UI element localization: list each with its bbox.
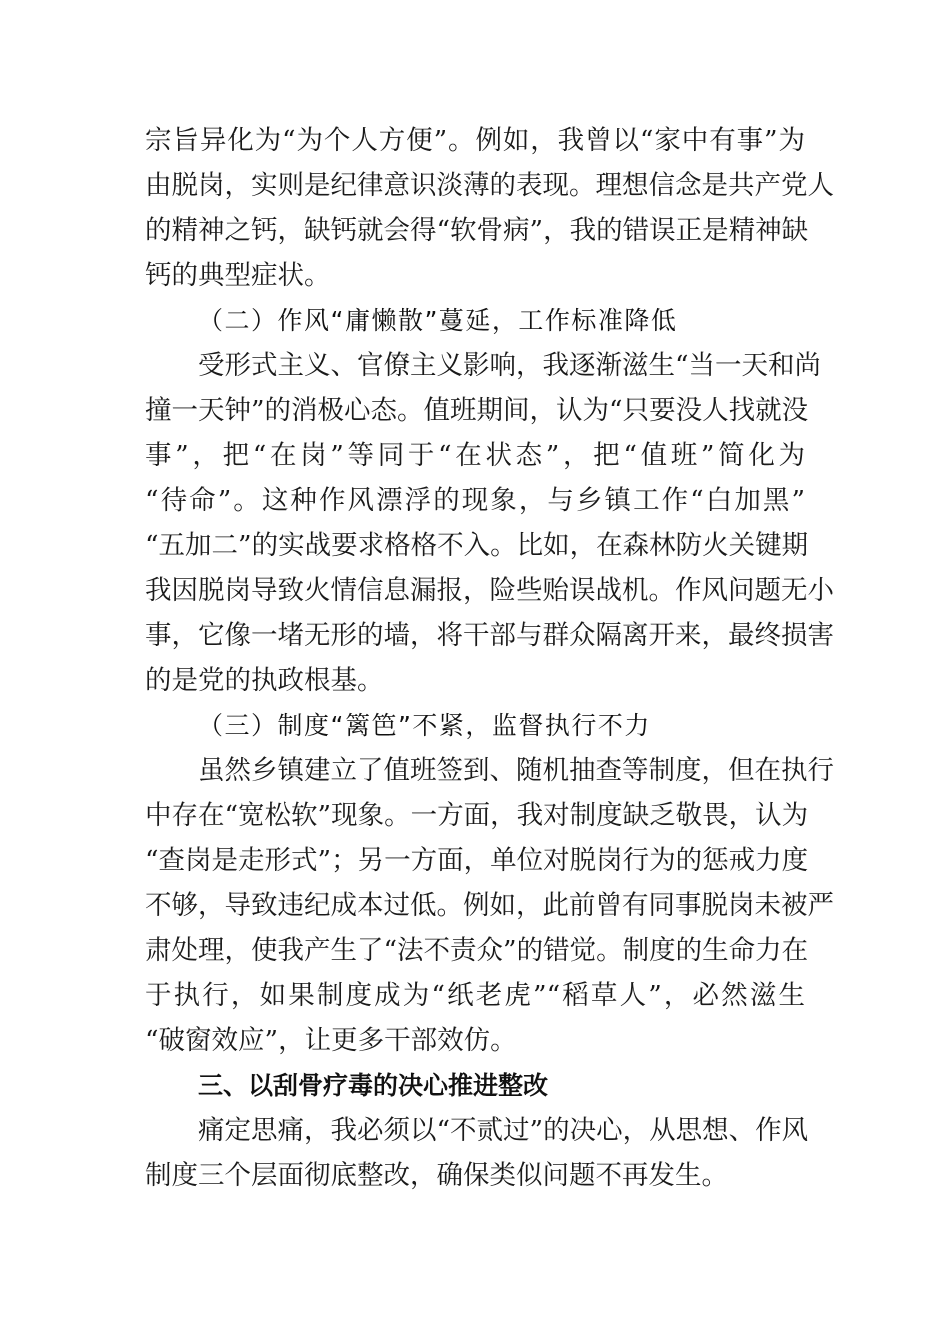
section-subheading: （三）制度“篱笆”不紧，监督执行不力 — [198, 711, 651, 740]
paragraph-line: 事，它像一堵无形的墙，将干部与群众隔离开来，最终损害 — [145, 620, 834, 651]
paragraph-line: 我因脱岗导致火情信息漏报，险些贻误战机。作风问题无小 — [145, 575, 834, 606]
paragraph-line: 受形式主义、官僚主义影响，我逐渐滋生“当一天和尚 — [198, 350, 822, 381]
paragraph-line: 钙的典型症状。 — [145, 260, 331, 291]
paragraph-line: 痛定思痛，我必须以“不贰过”的决心，从思想、作风 — [198, 1115, 809, 1146]
section-subheading: （二）作风“庸懒散”蔓延，工作标准降低 — [198, 306, 678, 335]
paragraph-line: 的是党的执政根基。 — [145, 665, 384, 696]
paragraph-line: “破窗效应”，让更多干部效仿。 — [145, 1025, 517, 1056]
section-heading: 三、以刮骨疗毒的决心推进整改 — [198, 1071, 549, 1100]
paragraph-line: 的精神之钙，缺钙就会得“软骨病”，我的错误正是精神缺 — [145, 215, 809, 246]
paragraph-line: 撞一天钟”的消极心态。值班期间，认为“只要没人找就没 — [145, 395, 809, 426]
paragraph-line: 制度三个层面彻底整改，确保类似问题不再发生。 — [145, 1160, 728, 1191]
paragraph-line: 肃处理，使我产生了“法不责众”的错觉。制度的生命力在 — [145, 935, 809, 966]
paragraph-line: “五加二”的实战要求格格不入。比如，在森林防火关键期 — [145, 530, 809, 561]
paragraph-line: 于执行，如果制度成为“纸老虎”“稻草人”，必然滋生 — [145, 980, 805, 1011]
paragraph-line: “待命”。这种作风漂浮的现象，与乡镇工作“白加黑” — [145, 485, 805, 516]
paragraph-line: 宗旨异化为“为个人方便”。例如，我曾以“家中有事”为 — [145, 125, 805, 156]
paragraph-line: 中存在“宽松软”现象。一方面，我对制度缺乏敬畏，认为 — [145, 800, 809, 831]
paragraph-line: 事”，把“在岗”等同于“在状态”，把“值班”简化为 — [145, 440, 805, 471]
paragraph-line: “查岗是走形式”；另一方面，单位对脱岗行为的惩戒力度 — [145, 845, 809, 876]
paragraph-line: 由脱岗，实则是纪律意识淡薄的表现。理想信念是共产党人 — [145, 170, 834, 201]
paragraph-line: 虽然乡镇建立了值班签到、随机抽查等制度，但在执行 — [198, 755, 834, 786]
paragraph-line: 不够，导致违纪成本过低。例如，此前曾有同事脱岗未被严 — [145, 890, 834, 921]
